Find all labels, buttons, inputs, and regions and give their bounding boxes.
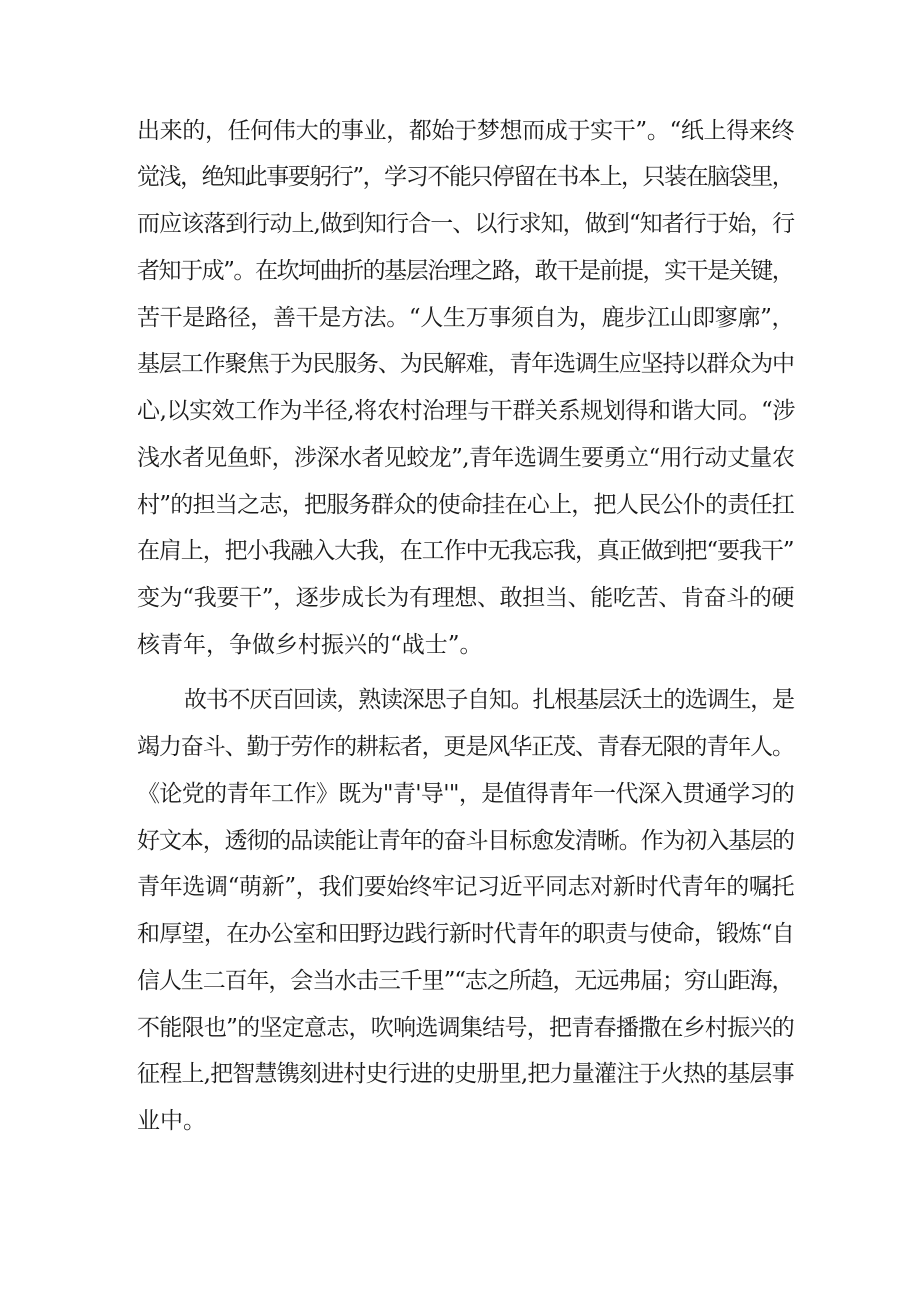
paragraph-2-line-6: 和厚望，在办公室和田野边践行新时代青年的职责与使命，锻炼“自 [137,921,795,947]
paragraph-1-line-4: 者知于成”。在坎坷曲折的基层治理之路，敢干是前提，实干是关键， [137,258,794,284]
paragraph-1-line-9: 村”的担当之志，把服务群众的使命挂在心上，把人民公仆的责任扛 [137,492,795,518]
paragraph-1-line-5: 苦干是路径，善干是方法。“人生万事须自为，鹿步江山即寥廓”， [137,305,795,331]
paragraph-2-line-4: 好文本，透彻的品读能让青年的奋斗目标愈发清晰。作为初入基层的 [137,828,794,854]
paragraph-2-line-8: 不能限也”的坚定意志，吹响选调集结号，把青春播撒在乡村振兴的 [137,1015,795,1041]
paragraph-1-line-3: 而应该落到行动上,做到知行合一、以行求知，做到“知者行于始，行 [137,211,795,237]
paragraph-2-line-7: 信人生二百年，会当水击三千里”“志之所趋，无远弗届；穷山距海， [137,968,794,994]
paragraph-2-line-9: 征程上,把智慧镌刻进村史行进的史册里,把力量灌注于火热的基层事 [137,1061,794,1087]
paragraph-1-line-12: 核青年，争做乡村振兴的“战士”。 [137,632,483,658]
paragraph-1-line-11: 变为“我要干”，逐步成长为有理想、敢担当、能吃苦、肯奋斗的硬 [137,585,795,611]
paragraph-1-line-10: 在肩上，把小我融入大我，在工作中无我忘我，真正做到把“要我干” [137,538,794,564]
paragraph-1-line-7: 心,以实效工作为半径,将农村治理与干群关系规划得和谐大同。“涉 [137,398,795,424]
paragraph-2-line-10: 业中。 [137,1108,206,1134]
paragraph-1-line-8: 浅水者见鱼虾，涉深水者见蛟龙”,青年选调生要勇立“用行动丈量农 [137,445,795,471]
paragraph-2-line-2: 竭力奋斗、勤于劳作的耕耘者，更是风华正茂、青春无限的青年人。 [137,734,794,760]
paragraph-1-line-2: 觉浅，绝知此事要躬行”，学习不能只停留在书本上，只装在脑袋里， [137,164,794,190]
paragraph-2-line-3: 《论党的青年工作》既为"青'导'"，是值得青年一代深入贯通学习的 [137,781,795,807]
paragraph-2-line-5: 青年选调“萌新”，我们要始终牢记习近平同志对新时代青年的嘱托 [137,874,795,900]
paragraph-1-line-1: 出来的，任何伟大的事业，都始于梦想而成于实干”。“纸上得来终 [137,118,795,144]
paragraph-2-line-1: 故书不厌百回读，熟读深思子自知。扎根基层沃土的选调生，是 [184,687,794,713]
paragraph-1-line-6: 基层工作聚焦于为民服务、为民解难，青年选调生应坚持以群众为中 [137,351,794,377]
